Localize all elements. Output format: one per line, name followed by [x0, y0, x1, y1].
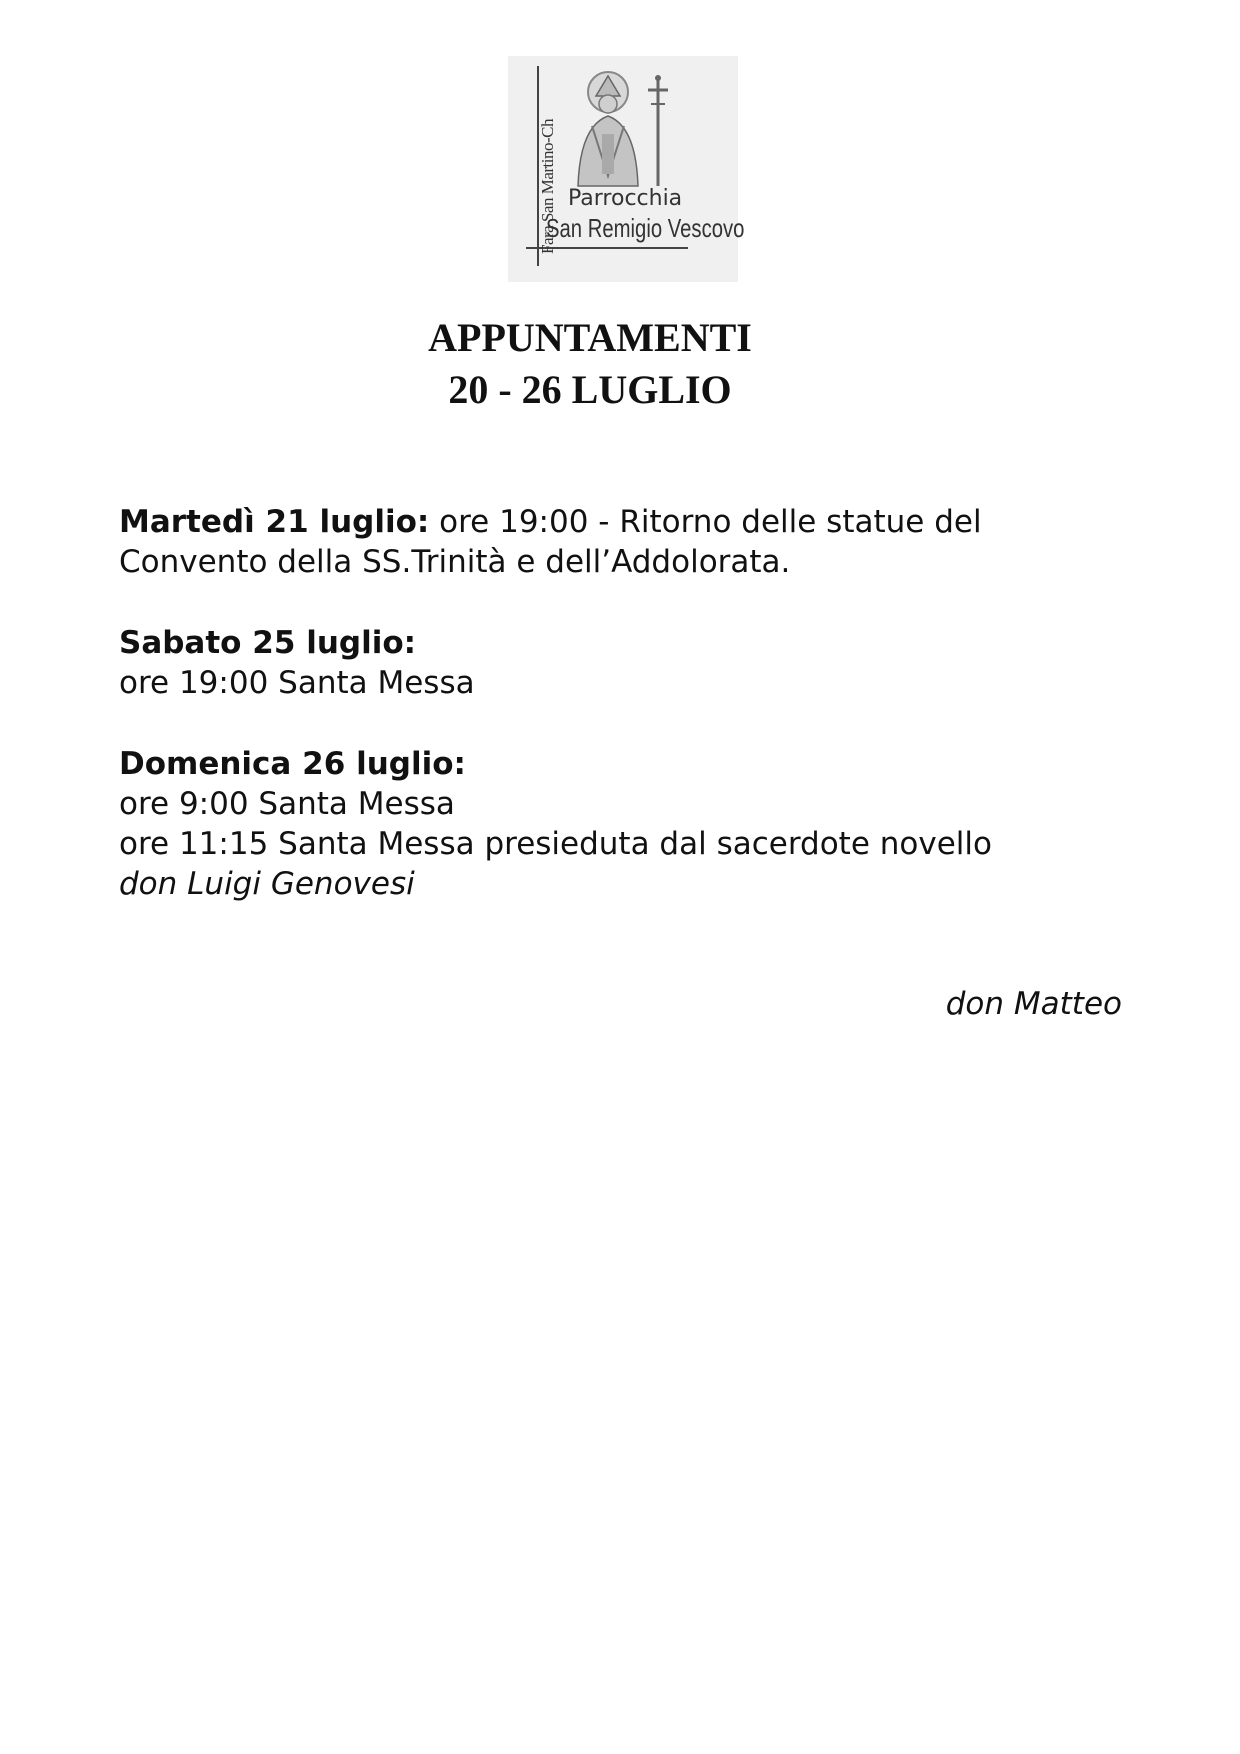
page-title — [0, 312, 1180, 416]
event-inline-text: ore 19:00 - Ritorno delle statue del — [429, 504, 982, 540]
event-block-saturday — [119, 623, 1139, 703]
event-day: Domenica 26 luglio: — [119, 746, 466, 782]
event-line — [119, 502, 1139, 542]
logo-parish-name: San Remigio Vescovo — [546, 213, 745, 243]
event-block-tuesday — [119, 502, 1139, 582]
event-item: ore 19:00 Santa Messa — [119, 665, 475, 701]
event-day: Martedì 21 luglio: — [119, 504, 430, 540]
event-italic-note: don Luigi Genovesi — [119, 866, 415, 902]
event-item: ore 11:15 Santa Messa presieduta dal sacerdote novello — [119, 826, 992, 862]
events-list — [119, 502, 1139, 945]
signature: don Matteo — [945, 986, 1122, 1022]
logo-location-text: Fara San Martino-Ch — [538, 119, 557, 254]
event-item: ore 9:00 Santa Messa — [119, 786, 455, 822]
logo-parish-label: Parrocchia — [568, 186, 683, 211]
title-line-1: APPUNTAMENTI — [428, 315, 752, 360]
event-line: Convento della SS.Trinità e dell’Addolorata. — [119, 544, 791, 580]
parish-logo — [508, 56, 745, 282]
title-line-2: 20 - 26 LUGLIO — [448, 367, 732, 412]
event-block-sunday — [119, 744, 1139, 904]
event-day: Sabato 25 luglio: — [119, 625, 417, 661]
